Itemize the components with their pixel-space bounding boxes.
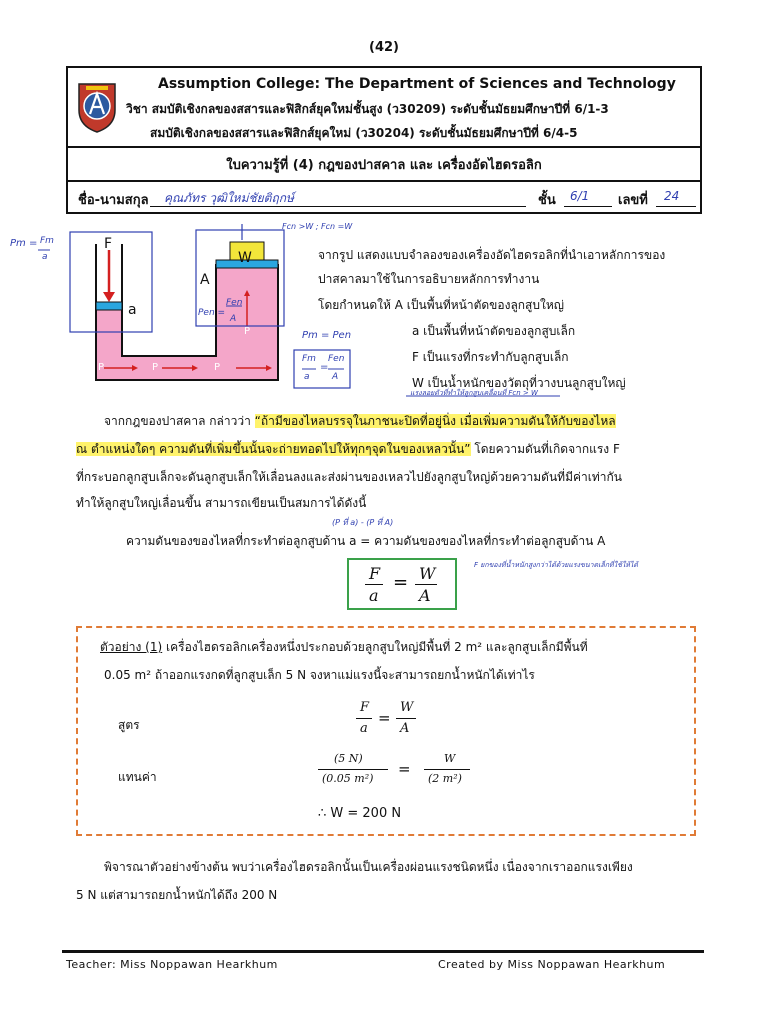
label-large-area: A	[200, 272, 210, 288]
intro-line-4: a เป็นพื้นที่หน้าตัดของลูกสูบเล็ก	[412, 324, 576, 338]
example-title: ตัวอย่าง (1)	[100, 640, 163, 654]
law-line-4: ทำให้ลูกสูบใหญ่เลื่อนขึ้น สามารถเขียนเป็นสมการได้ดังนี้	[76, 496, 367, 510]
subject-line-1: วิชา สมบัติเชิงกลของสสารและฟิสิกส์ยุคใหม่ชั้นสูง (ว30209) ระดับชั้นมัธยมศึกษาปีที่ 6/1-3	[126, 102, 609, 116]
annotation-p-small-den: a	[42, 252, 48, 262]
formula-den-right: A	[419, 586, 431, 605]
example-formula-num-left: F	[360, 700, 370, 715]
footer-teacher: Teacher: Miss Noppawan Hearkhum	[66, 958, 278, 971]
class-label: ชั้น	[538, 193, 556, 208]
annotation-ratio-num-right: Fen	[328, 354, 345, 364]
example-line-1: ตัวอย่าง (1) เครื่องไฮดรอลิกเครื่องหนึ่งประกอบด้วยลูกสูบใหญ่มีพื้นที่ 2 m² และลูกสูบเล็กมีพื้นที่	[100, 640, 588, 654]
liquid-area	[96, 264, 278, 380]
label-weight: W	[238, 250, 252, 266]
school-logo-icon	[76, 80, 118, 134]
annotation-p-big-top: Fcn >W ; Fcn =W	[282, 222, 353, 231]
law-line-5: ความดันของของไหลที่กระทำต่อลูกสูบด้าน a = ความดันของของไหลที่กระทำต่อลูกสูบด้าน A	[126, 534, 606, 548]
force-arrowhead	[103, 292, 115, 302]
number-value[interactable]: 24	[664, 189, 680, 203]
example-subst-label: แทนค่า	[118, 770, 157, 784]
name-value[interactable]: คุณภัทร วุฒิใหม่ชัยติฤกษ์	[164, 191, 294, 205]
intro-line-5: F เป็นแรงที่กระทำกับลูกสูบเล็ก	[412, 350, 569, 364]
example-formula-den-left: a	[360, 721, 368, 736]
header-box	[66, 66, 702, 214]
example-subst-den-right: (2 m²)	[428, 772, 462, 785]
conclusion-line-1: พิจารณาตัวอย่างข้างต้น พบว่าเครื่องไฮดรอลิกนั้นเป็นเครื่องผ่อนแรงชนิดหนึ่ง เนื่องจากเราออกแรงเพียง	[104, 860, 633, 874]
annotation-p-equal: Pm = Pen	[302, 330, 352, 341]
school-title: Assumption College: The Department of Sciences and Technology	[158, 76, 676, 92]
conclusion-line-2: 5 N แต่สามารถยกน้ำหนักได้ถึง 200 N	[76, 888, 278, 902]
label-force: F	[104, 236, 113, 252]
example-formula-eq: =	[378, 709, 391, 727]
annotation-formula-note: F ยกของที่น้ำหนักสูงกว่าได้ด้วยแรงขนาดเล็กที่ใช้ให้ได้	[474, 561, 638, 569]
example-subst-num-right: W	[444, 752, 456, 765]
label-pressure-2: P	[152, 362, 159, 373]
formula-num-left: F	[369, 564, 381, 583]
header-row-sheet	[68, 146, 700, 182]
annotation-p-big-num: Fen	[226, 298, 243, 308]
class-value[interactable]: 6/1	[570, 189, 590, 203]
law-line-2: ณ ตำแหน่งใดๆ ความดันที่เพิ่มขึ้นนั้นจะถ่ายทอดไปให้ทุกๆจุดในของเหลวนั้น” โดยความดันที่เกิดจากแรง F	[76, 442, 620, 456]
annotation-pressure-note: (P ที่ a) - (P ที่ A)	[332, 518, 394, 527]
example-subst-den-left: (0.05 m²)	[322, 772, 374, 785]
label-pressure-3: P	[214, 362, 221, 373]
sheet-title: ใบความรู้ที่ (4) กฎของปาสคาล และ เครื่องอัดไฮดรอลิก	[226, 158, 542, 173]
intro-line-2: ปาสคาลมาใช้ในการอธิบายหลักการทำงาน	[318, 272, 540, 286]
formula-den-left: a	[369, 586, 379, 605]
annotation-ratio-den-left: a	[304, 372, 310, 382]
container-wall-inner	[122, 244, 216, 356]
example-line-2: 0.05 m² ถ้าออกแรงกดที่ลูกสูบเล็ก 5 N จงหาแม่แรงนี้จะสามารถยกน้ำหนักได้เท่าไร	[104, 668, 535, 682]
label-small-area: a	[128, 302, 137, 318]
intro-line-6: W เป็นน้ำหนักของวัตถุที่วางบนลูกสูบใหญ่	[412, 376, 626, 390]
law-line-3: ที่กระบอกลูกสูบเล็กจะดันลูกสูบเล็กให้เลื่อนลงและส่งผ่านของเหลวไปยังลูกสูบใหญ่ด้วยความดันที่มีค่าเท่ากัน	[76, 470, 622, 484]
pascal-formula-box	[347, 558, 457, 610]
header-row-student	[68, 180, 700, 214]
example-subst-eq: =	[398, 760, 411, 778]
label-pressure-4: P	[244, 326, 251, 337]
label-pressure-1: P	[98, 362, 105, 373]
number-label: เลขที่	[618, 193, 648, 208]
header-row-school	[68, 68, 700, 148]
intro-line-1: จากรูป แสดงแบบจำลองของเครื่องอัดไฮดรอลิกที่นำเอาหลักการของ	[318, 248, 666, 262]
small-piston	[96, 302, 122, 310]
annotation-under-weight: แรงลอยตัวที่ทำให้ลูกสูบเคลื่อนที่ Fcn > W	[410, 389, 538, 397]
footer-divider	[62, 950, 704, 953]
footer-created: Created by Miss Noppawan Hearkhum	[438, 958, 666, 971]
example-result: ∴ W = 200 N	[318, 806, 402, 821]
class-underline	[564, 206, 612, 207]
example-formula-den-right: A	[400, 721, 410, 736]
law-line-1: จากกฎของปาสคาล กล่าวว่า “ถ้ามีของไหลบรรจุในภาชนะปิดที่อยู่นิ่ง เมื่อเพิ่มความดันให้กับของไหล	[104, 414, 616, 428]
annotation-p-big-den: A	[230, 314, 237, 324]
example-box	[76, 626, 696, 836]
annotation-p-small-num: Fm	[40, 236, 54, 246]
example-formula-label: สูตร	[118, 718, 140, 732]
law-highlight-2: ณ ตำแหน่งใดๆ ความดันที่เพิ่มขึ้นนั้นจะถ่ายทอดไปให้ทุกๆจุดในของเหลวนั้น”	[76, 442, 471, 456]
annotation-p-small-lhs: Pm =	[10, 238, 38, 249]
example-formula-num-right: W	[400, 700, 414, 715]
name-label: ชื่อ-นามสกุล	[78, 193, 149, 208]
law-highlight-1: “ถ้ามีของไหลบรรจุในภาชนะปิดที่อยู่นิ่ง เมื่อเพิ่มความดันให้กับของไหล	[254, 414, 616, 428]
subject-line-2: สมบัติเชิงกลของสสารและฟิสิกส์ยุคใหม่ (ว30204) ระดับชั้นมัธยมศึกษาปีที่ 6/4-5	[150, 126, 578, 140]
example-subst-num-left: (5 N)	[334, 752, 363, 765]
formula-num-right: W	[419, 564, 436, 583]
intro-line-3: โดยกำหนดให้ A เป็นพื้นที่หน้าตัดของลูกสูบใหญ่	[318, 298, 564, 312]
annotation-ratio-eq: =	[320, 362, 329, 373]
annotation-ratio-num-left: Fm	[302, 354, 316, 364]
page-number: (42)	[369, 40, 399, 55]
number-underline	[656, 206, 696, 207]
formula-eq: =	[393, 572, 409, 593]
annotation-ratio-den-right: A	[332, 372, 339, 382]
annotation-p-big-lhs: Pen =	[198, 308, 226, 318]
